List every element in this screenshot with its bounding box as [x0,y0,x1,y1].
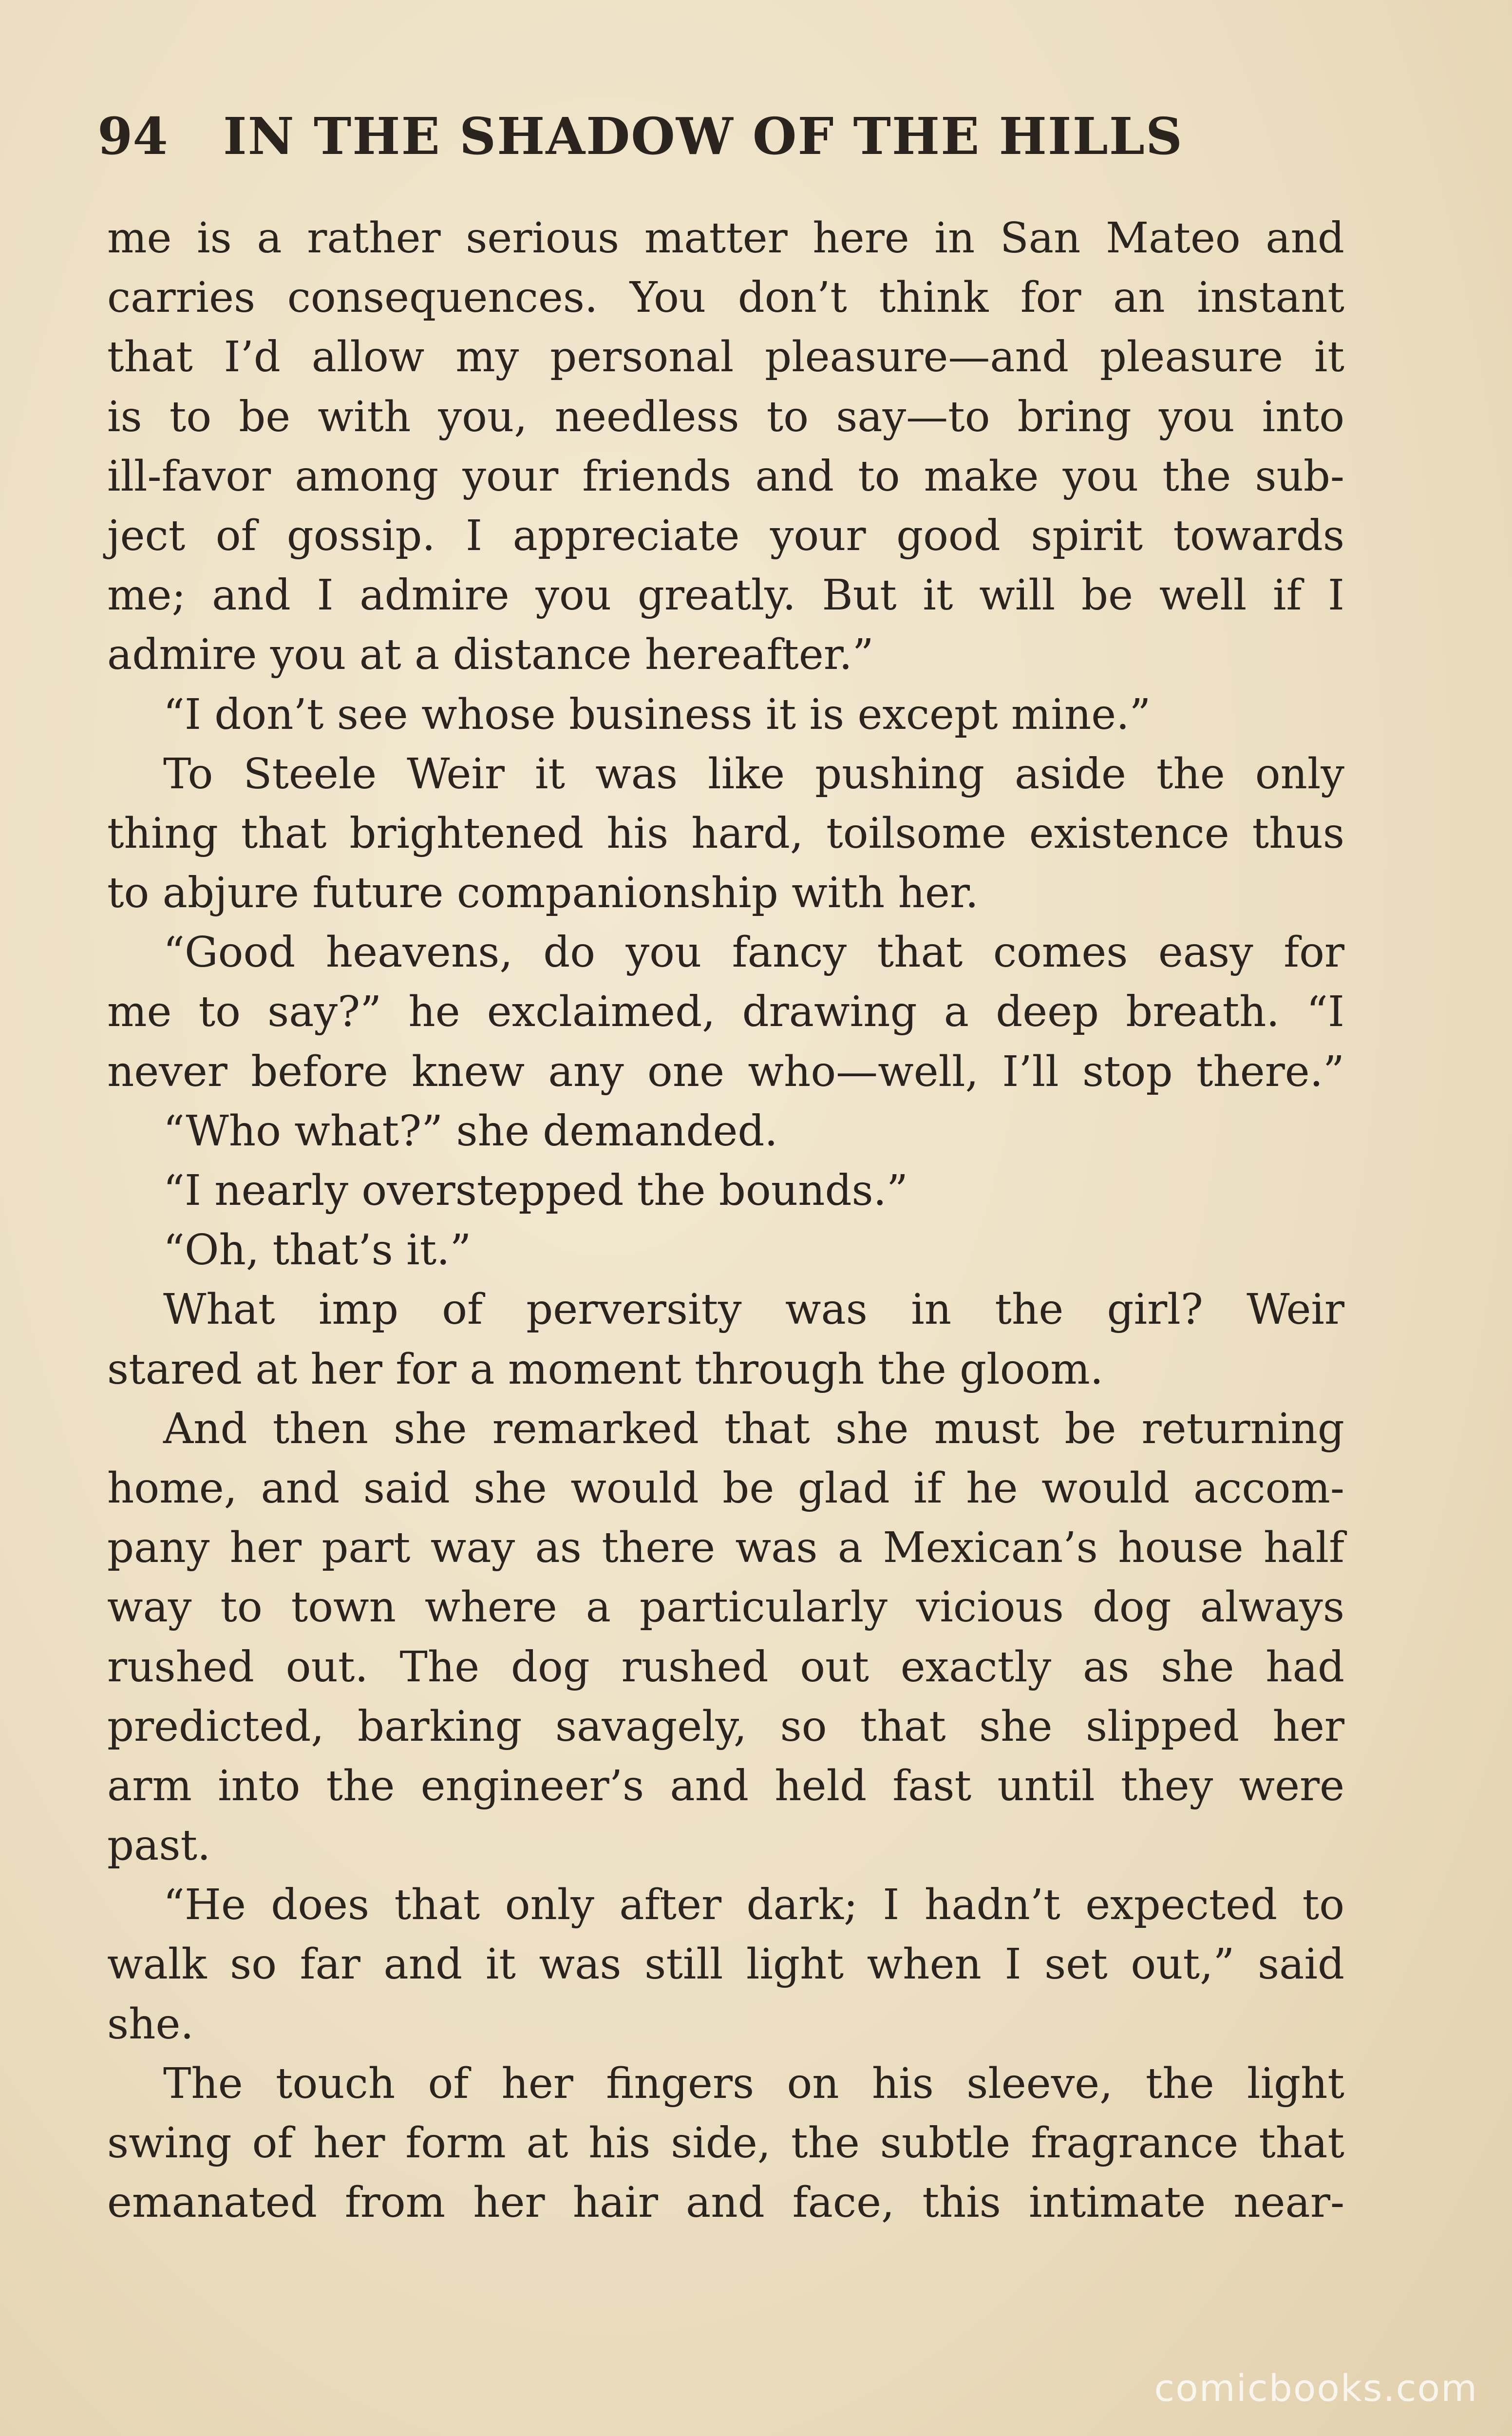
text-line: home, and said she would be glad if he would accom- [107,1464,1344,1513]
text-line: And then she remarked that she must be returning [163,1404,1344,1453]
text-line: thing that brightened his hard, toilsome existence thus [107,809,1344,858]
text-line: past. [107,1821,211,1870]
text-line: walk so far and it was still light when I set out,” said [107,1940,1344,1989]
text-line: ject of gossip. I appreciate your good spirit towards [107,511,1344,560]
text-line: “I nearly overstepped the bounds.” [163,1166,908,1215]
text-line: she. [107,1999,194,2049]
text-line: me is a rather serious matter here in San Mateo and [107,214,1344,263]
watermark: comicbooks.com [1154,2366,1478,2410]
text-line: swing of her form at his side, the subtle fragrance that [107,2119,1344,2168]
text-line: “Oh, that’s it.” [163,1226,472,1275]
page-header [97,100,1335,173]
text-line: me to say?” he exclaimed, drawing a deep breath. “I [107,988,1344,1037]
page-number: 94 [97,106,168,166]
text-line: that I’d allow my personal pleasure—and pleasure it [107,333,1344,382]
text-line: emanated from her hair and face, this intimate near- [107,2178,1344,2227]
text-line: What imp of perversity was in the girl? Weir [163,1285,1344,1334]
text-line: predicted, barking savagely, so that she slipped her [107,1702,1344,1751]
body-text [107,209,1344,2232]
text-line: admire you at a distance hereafter.” [107,630,874,680]
text-line: never before knew any one who—well, I’ll stop there.” [107,1047,1344,1096]
text-line: is to be with you, needless to say—to bring you into [107,392,1344,441]
text-line: me; and I admire you greatly. But it will be well if I [107,571,1344,620]
text-line: to abjure future companionship with her. [107,869,979,918]
text-line: The touch of her fingers on his sleeve, the light [163,2059,1344,2108]
text-line: ill-favor among your friends and to make you the sub- [107,452,1344,501]
text-line: “Good heavens, do you fancy that comes easy for [163,928,1344,977]
text-line: carries consequences. You don’t think for an instant [107,273,1344,323]
text-line: “Who what?” she demanded. [163,1106,778,1156]
text-line: “He does that only after dark; I hadn’t expected to [163,1881,1344,1930]
text-line: rushed out. The dog rushed out exactly as she had [107,1642,1344,1692]
text-line: pany her part way as there was a Mexican’s house half [107,1523,1344,1573]
text-line: stared at her for a moment through the gloom. [107,1345,1104,1394]
text-line: arm into the engineer’s and held fast until they were [107,1761,1344,1810]
text-line: To Steele Weir it was like pushing aside the only [163,749,1344,799]
running-head: IN THE SHADOW OF THE HILLS [223,106,1183,166]
text-line: “I don’t see whose business it is except mine.” [163,690,1151,739]
text-line: way to town where a particularly vicious dog always [107,1583,1344,1632]
